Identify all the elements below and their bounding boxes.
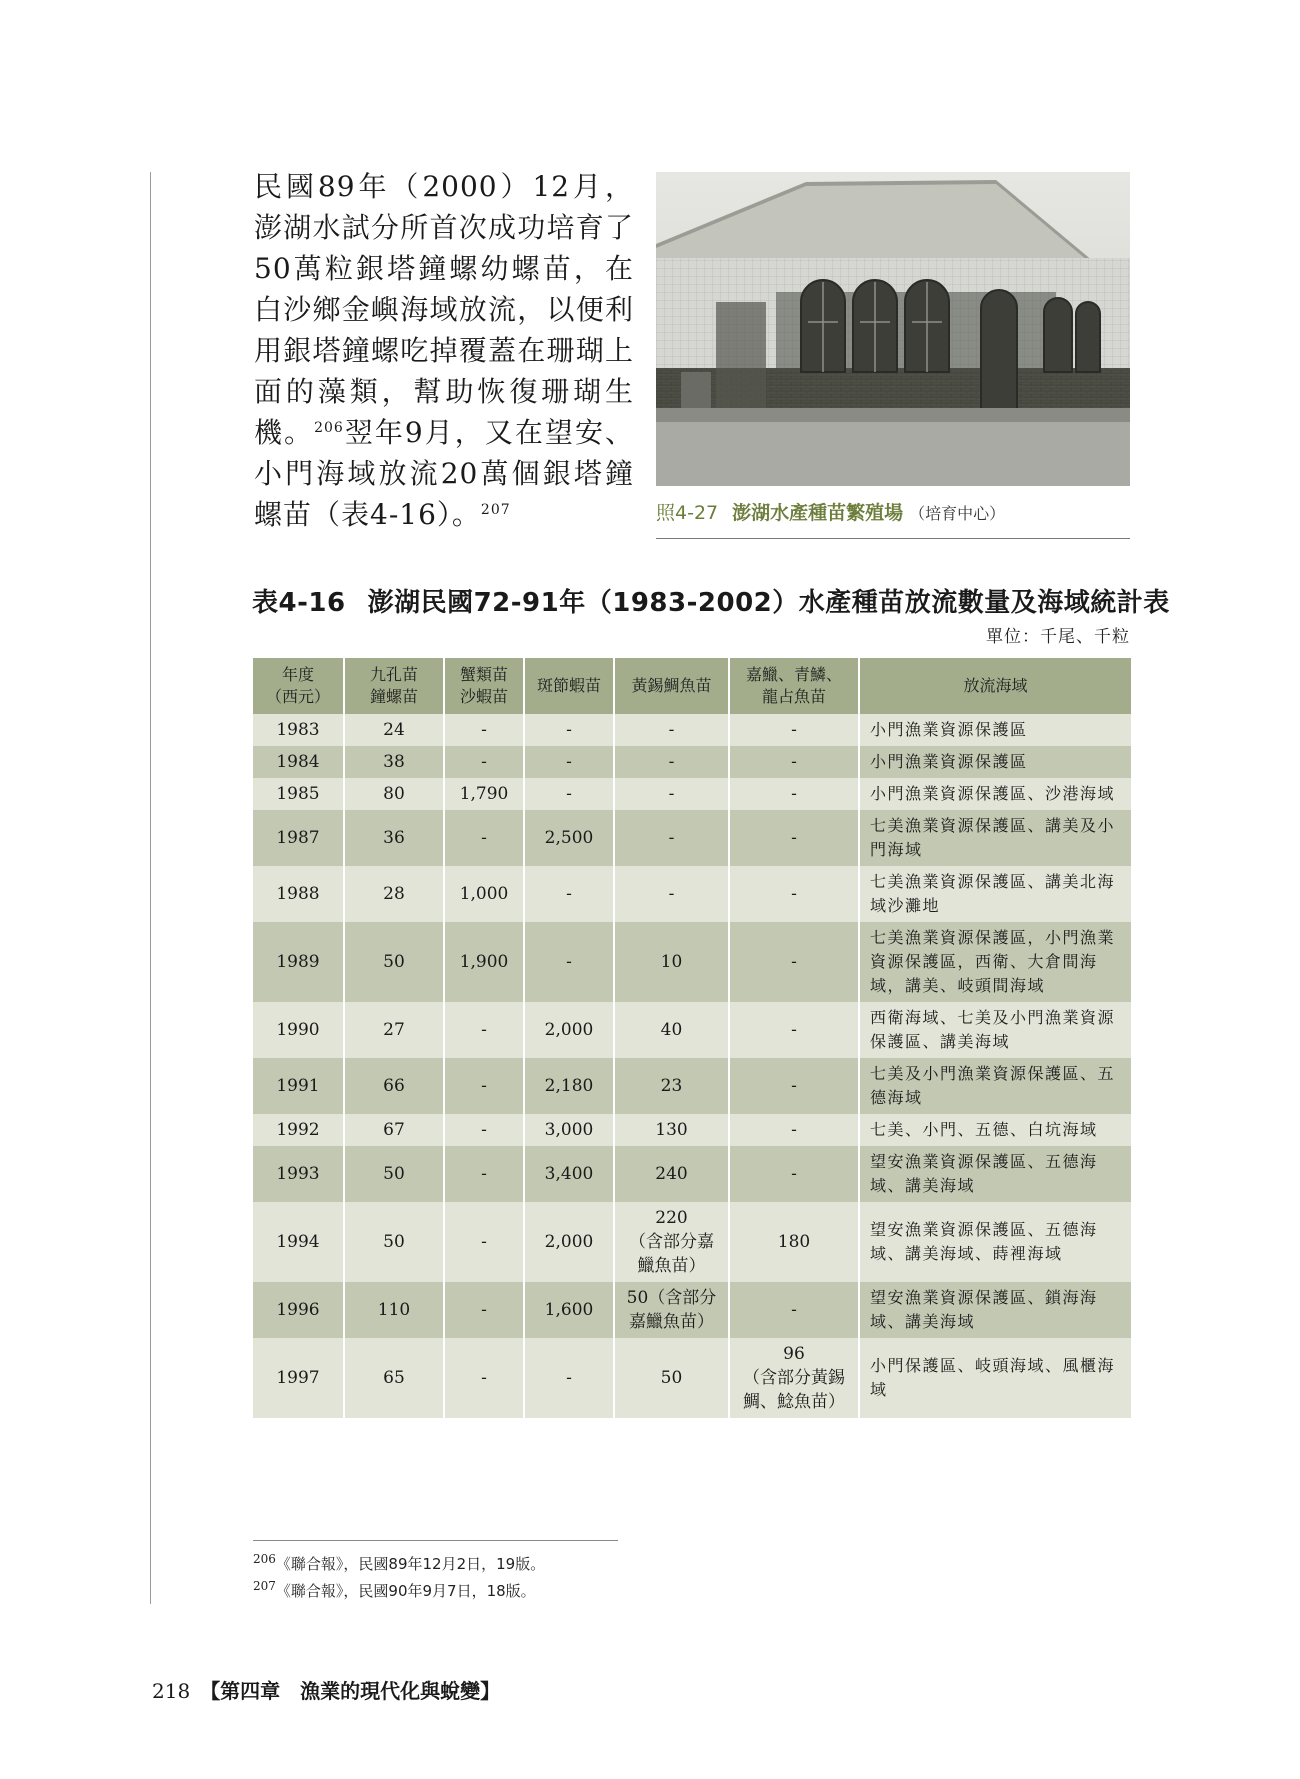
year-cell: 1991 <box>253 1058 344 1114</box>
quantity-cell: - <box>524 714 614 746</box>
year-cell: 1989 <box>253 922 344 1002</box>
year-cell: 1985 <box>253 778 344 810</box>
release-area-cell: 小門漁業資源保護區 <box>859 746 1131 778</box>
quantity-cell: 1,000 <box>444 866 524 922</box>
table-header <box>253 658 1131 714</box>
quantity-cell: 2,180 <box>524 1058 614 1114</box>
footnotes <box>253 1551 545 1605</box>
table-row <box>253 1338 1131 1418</box>
quantity-cell: 1,900 <box>444 922 524 1002</box>
quantity-cell: 36 <box>344 810 444 866</box>
photo-note: （培育中心） <box>909 504 1006 523</box>
quantity-cell: - <box>444 1002 524 1058</box>
table-unit: 單位：千尾、千粒 <box>986 627 1130 647</box>
year-cell: 1983 <box>253 714 344 746</box>
quantity-cell: - <box>729 1002 859 1058</box>
quantity-cell: 23 <box>614 1058 729 1114</box>
quantity-cell: - <box>524 778 614 810</box>
year-cell: 1997 <box>253 1338 344 1418</box>
quantity-cell: - <box>524 922 614 1002</box>
year-cell: 1984 <box>253 746 344 778</box>
footnote-text: 《聯合報》，民國89年12月2日，19版。 <box>275 1555 546 1573</box>
quantity-cell: - <box>729 746 859 778</box>
quantity-cell: - <box>444 1114 524 1146</box>
quantity-cell: 67 <box>344 1114 444 1146</box>
quantity-cell: - <box>614 778 729 810</box>
quantity-cell: 40 <box>614 1002 729 1058</box>
column-header: 年度 （西元） <box>253 658 344 714</box>
quantity-cell: - <box>444 746 524 778</box>
footnote-text: 《聯合報》，民國90年9月7日，18版。 <box>275 1582 536 1600</box>
table-row <box>253 778 1131 810</box>
quantity-cell: 220 （含部分嘉鱲魚苗） <box>614 1202 729 1282</box>
quantity-cell: 24 <box>344 714 444 746</box>
photo-title: 澎湖水產種苗繁殖場 <box>732 502 904 524</box>
table-row <box>253 1282 1131 1338</box>
quantity-cell: - <box>729 778 859 810</box>
intro-text-1: 民國89年（2000）12月，澎湖水試分所首次成功培育了50萬粒銀塔鐘螺幼螺苗，在白沙鄉金嶼海域放流，以便利用銀塔鐘螺吃掉覆蓋在珊瑚上面的藻類，幫助恢復珊瑚生機。 <box>254 170 634 449</box>
release-area-cell: 望安漁業資源保護區、鎖海海域、講美海域 <box>859 1282 1131 1338</box>
release-area-cell: 望安漁業資源保護區、五德海域、講美海域、蒔裡海域 <box>859 1202 1131 1282</box>
quantity-cell: - <box>729 1282 859 1338</box>
table-row <box>253 866 1131 922</box>
footnote-ref-206: 206 <box>314 420 344 436</box>
intro-paragraph <box>254 166 634 535</box>
footnote-207 <box>253 1578 545 1605</box>
quantity-cell: - <box>524 866 614 922</box>
release-statistics-table <box>253 658 1131 1418</box>
quantity-cell: 50 <box>344 1146 444 1202</box>
release-area-cell: 七美漁業資源保護區、講美北海域沙灘地 <box>859 866 1131 922</box>
quantity-cell: 2,000 <box>524 1202 614 1282</box>
table-row <box>253 1002 1131 1058</box>
photo-number: 照4-27 <box>656 502 719 524</box>
release-area-cell: 望安漁業資源保護區、五德海域、講美海域 <box>859 1146 1131 1202</box>
footnote-206 <box>253 1551 545 1578</box>
quantity-cell: 50 <box>344 1202 444 1282</box>
quantity-cell: 1,790 <box>444 778 524 810</box>
quantity-cell: - <box>614 746 729 778</box>
quantity-cell: - <box>729 714 859 746</box>
quantity-cell: 1,600 <box>524 1282 614 1338</box>
column-header: 放流海域 <box>859 658 1131 714</box>
year-cell: 1990 <box>253 1002 344 1058</box>
table-row <box>253 922 1131 1002</box>
quantity-cell: 2,500 <box>524 810 614 866</box>
caption-divider <box>656 538 1130 539</box>
table-row <box>253 746 1131 778</box>
quantity-cell: - <box>444 1058 524 1114</box>
quantity-cell: - <box>729 1058 859 1114</box>
year-cell: 1988 <box>253 866 344 922</box>
quantity-cell: - <box>729 1114 859 1146</box>
header-row <box>253 658 1131 714</box>
footnote-number: 206 <box>253 1552 276 1566</box>
release-area-cell: 七美漁業資源保護區，小門漁業資源保護區，西衛、大倉間海域，講美、岐頭間海域 <box>859 922 1131 1002</box>
quantity-cell: 38 <box>344 746 444 778</box>
quantity-cell: - <box>444 1282 524 1338</box>
year-cell: 1993 <box>253 1146 344 1202</box>
quantity-cell: 110 <box>344 1282 444 1338</box>
quantity-cell: 28 <box>344 866 444 922</box>
quantity-cell: 80 <box>344 778 444 810</box>
column-header: 九孔苗 鐘螺苗 <box>344 658 444 714</box>
table-row <box>253 1058 1131 1114</box>
quantity-cell: - <box>614 866 729 922</box>
quantity-cell: - <box>444 1202 524 1282</box>
table-title <box>252 582 1170 619</box>
column-header: 斑節蝦苗 <box>524 658 614 714</box>
footnote-divider <box>253 1540 618 1541</box>
quantity-cell: 50 <box>344 922 444 1002</box>
table-row <box>253 1146 1131 1202</box>
release-area-cell: 西衛海域、七美及小門漁業資源保護區、講美海域 <box>859 1002 1131 1058</box>
column-header: 嘉鱲、青鱗、 龍占魚苗 <box>729 658 859 714</box>
quantity-cell: 3,400 <box>524 1146 614 1202</box>
hatchery-building-image <box>656 172 1130 486</box>
photo-caption <box>656 498 1005 525</box>
column-header: 蟹類苗 沙蝦苗 <box>444 658 524 714</box>
intro-text-2: 翌年9月，又在望安、小門海域放流20萬個銀塔鐘螺苗（表4-16）。 <box>254 416 634 531</box>
chapter-title: 【第四章 漁業的現代化與蛻變】 <box>200 1679 501 1703</box>
release-area-cell: 七美漁業資源保護區、講美及小門海域 <box>859 810 1131 866</box>
quantity-cell: - <box>444 714 524 746</box>
footnote-ref-207: 207 <box>480 502 511 518</box>
footnote-number: 207 <box>253 1579 276 1593</box>
quantity-cell: 65 <box>344 1338 444 1418</box>
hatchery-photo <box>656 172 1130 486</box>
table-body <box>253 714 1131 1418</box>
release-area-cell: 小門漁業資源保護區、沙港海域 <box>859 778 1131 810</box>
quantity-cell: 96 （含部分黃錫鯛、鯰魚苗） <box>729 1338 859 1418</box>
table-number: 表4-16 <box>252 588 346 618</box>
column-header: 黃錫鯛魚苗 <box>614 658 729 714</box>
quantity-cell: 66 <box>344 1058 444 1114</box>
quantity-cell: - <box>444 810 524 866</box>
quantity-cell: 10 <box>614 922 729 1002</box>
quantity-cell: 2,000 <box>524 1002 614 1058</box>
quantity-cell: - <box>729 866 859 922</box>
table-row <box>253 714 1131 746</box>
page-footer <box>152 1675 500 1704</box>
quantity-cell: - <box>729 810 859 866</box>
quantity-cell: 180 <box>729 1202 859 1282</box>
page-number: 218 <box>152 1679 191 1703</box>
quantity-cell: - <box>729 1146 859 1202</box>
release-area-cell: 小門保護區、岐頭海域、風櫃海域 <box>859 1338 1131 1418</box>
quantity-cell: - <box>614 714 729 746</box>
year-cell: 1987 <box>253 810 344 866</box>
release-area-cell: 七美、小門、五德、白坑海域 <box>859 1114 1131 1146</box>
year-cell: 1994 <box>253 1202 344 1282</box>
quantity-cell: - <box>729 922 859 1002</box>
quantity-cell: 240 <box>614 1146 729 1202</box>
quantity-cell: - <box>614 810 729 866</box>
quantity-cell: - <box>444 1338 524 1418</box>
quantity-cell: - <box>524 1338 614 1418</box>
quantity-cell: 3,000 <box>524 1114 614 1146</box>
year-cell: 1996 <box>253 1282 344 1338</box>
release-area-cell: 七美及小門漁業資源保護區、五德海域 <box>859 1058 1131 1114</box>
table-row <box>253 810 1131 866</box>
table-row <box>253 1114 1131 1146</box>
quantity-cell: 50 <box>614 1338 729 1418</box>
year-cell: 1992 <box>253 1114 344 1146</box>
quantity-cell: - <box>444 1146 524 1202</box>
table-title-text: 澎湖民國72-91年（1983-2002）水產種苗放流數量及海域統計表 <box>367 588 1170 618</box>
quantity-cell: 130 <box>614 1114 729 1146</box>
quantity-cell: 50（含部分嘉鱲魚苗） <box>614 1282 729 1338</box>
margin-rule <box>150 172 151 1604</box>
quantity-cell: - <box>524 746 614 778</box>
quantity-cell: 27 <box>344 1002 444 1058</box>
table-row <box>253 1202 1131 1282</box>
release-area-cell: 小門漁業資源保護區 <box>859 714 1131 746</box>
